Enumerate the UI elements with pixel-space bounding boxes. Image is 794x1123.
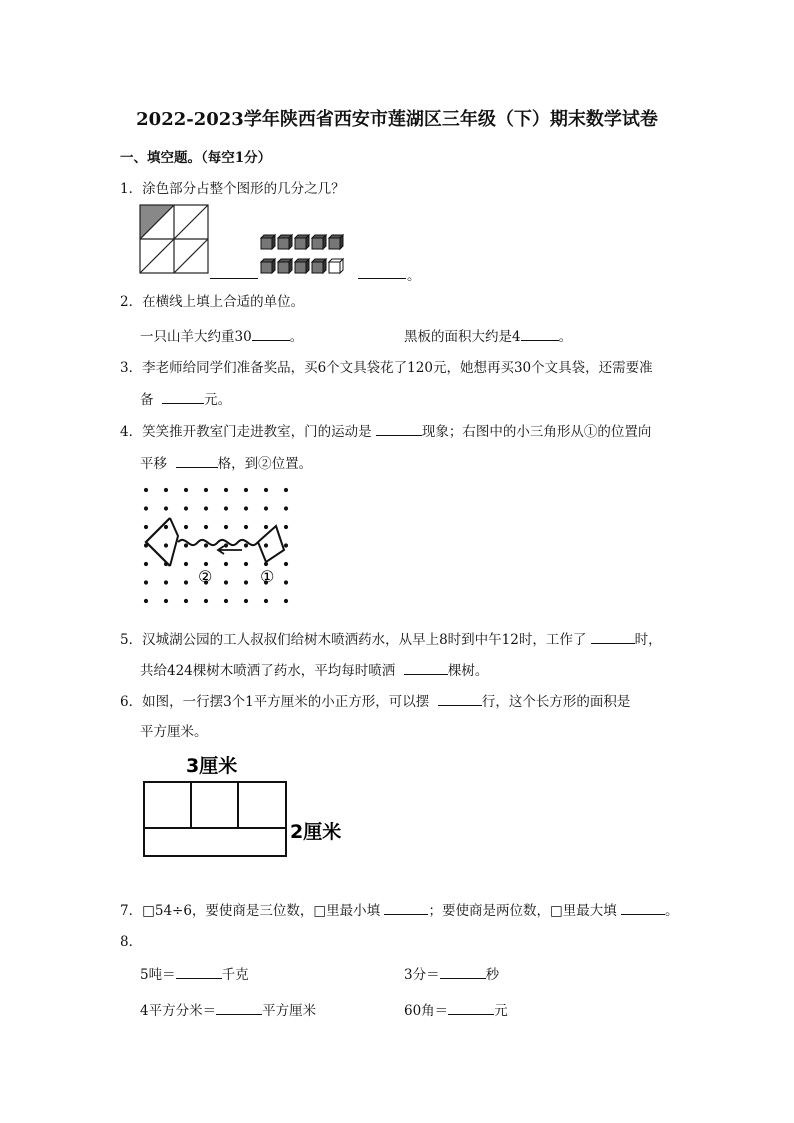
grid-dot [244,543,248,547]
grid-dot [184,599,188,603]
q2-blank-2[interactable] [521,326,559,341]
grid-dot [264,599,268,603]
grid-dot [284,506,288,510]
grid-dot [184,580,188,584]
q1-answer-blank-1[interactable] [210,264,258,279]
question-8: 8． [120,934,143,950]
q1-shaded-triangle [140,205,175,240]
grid-dot [164,525,168,529]
q7-blank-2[interactable] [621,900,665,915]
q8-blank-3[interactable] [216,1000,262,1015]
question-4: 4．笑笑推开教室门走进教室，门的运动是 现象；右图中的小三角形从①的位置向 [120,420,651,440]
grid-dot [264,543,268,547]
grid-dot [184,543,188,547]
grid-dot [284,580,288,584]
question-3: 3．李老师给同学们准备奖品，买6个文具袋花了120元，她想再买30个文具袋，还需要准 [120,360,653,376]
grid-dot [224,543,228,547]
shaded-cube-icon [312,259,326,273]
grid-dot [284,525,288,529]
q1-answer-blank-2[interactable] [358,264,406,279]
q5-blank-1[interactable] [591,629,635,644]
q1-end: 。 [407,268,421,284]
shaded-cube-icon [312,235,326,249]
grid-dot [224,599,228,603]
question-5: 5．汉城湖公园的工人叔叔们给树木喷洒药水，从早上8时到中午12时，工作了 时， [120,628,662,648]
page-title: 2022-2023学年陕西省西安市莲湖区三年级（下）期末数学试卷 [136,109,658,130]
q5-blank-2[interactable] [404,660,448,675]
grid-dot [284,599,288,603]
shaded-cube-icon [261,235,275,249]
grid-dot [244,506,248,510]
q4-dot-grid-figure [146,490,296,610]
q4-blank-2[interactable] [176,453,218,468]
grid-dot [164,506,168,510]
shaded-cube-icon [261,259,275,273]
q1-cubes-figure [261,235,361,275]
grid-dot [244,599,248,603]
q1-grid-figure [140,205,210,275]
grid-dot [284,543,288,547]
q4-position-2-label: ② [198,567,213,586]
question-1: 1．涂色部分占整个图形的几分之几？ [120,181,345,197]
q8-item-3: 4平方分米＝ 平方厘米 [140,999,316,1019]
grid-dot [224,580,228,584]
question-2: 2．在横线上填上合适的单位。 [120,294,305,310]
grid-dot [284,562,288,566]
q4-blank-1[interactable] [376,421,422,436]
shaded-cube-icon [329,235,343,249]
grid-dot [184,562,188,566]
grid-dot [144,599,148,603]
q8-blank-2[interactable] [440,964,486,979]
q8-item-2: 3分＝ 秒 [404,963,499,983]
grid-dot [244,525,248,529]
empty-cube-icon [329,259,343,273]
shaded-cube-icon [295,235,309,249]
grid-dot [184,525,188,529]
grid-dot [224,488,228,492]
grid-dot [204,525,208,529]
q6-height-label: 2厘米 [290,821,342,843]
grid-dot [204,488,208,492]
q3-line2: 备 元。 [140,388,231,408]
grid-dot [204,599,208,603]
grid-dot [204,543,208,547]
grid-dot [184,488,188,492]
grid-dot [264,488,268,492]
grid-dot [144,506,148,510]
q8-item-4: 60角＝ 元 [404,999,508,1019]
section-heading: 一、填空题。（每空1分） [120,150,272,166]
question-6: 6．如图，一行摆3个1平方厘米的小正方形，可以摆 行，这个长方形的面积是 [120,690,630,710]
q5-line2: 共给424棵树木喷洒了药水，平均每时喷洒 棵树。 [140,659,488,679]
shaded-cube-icon [278,235,292,249]
q2-blank-1[interactable] [252,326,290,341]
grid-dot [144,580,148,584]
q6-line2: 平方厘米。 [140,724,208,740]
grid-dot [164,543,168,547]
q2-left: 一只山羊大约重30 。 [140,325,303,345]
q8-blank-1[interactable] [176,964,222,979]
q2-right: 黑板的面积大约是4 。 [404,325,572,345]
grid-dot [244,562,248,566]
grid-dot [164,599,168,603]
q6-width-label: 3厘米 [186,755,238,777]
grid-dot [204,562,208,566]
question-7: 7．□54÷6，要使商是三位数，□里最小填 ；要使商是两位数，□里最大填 。 [120,899,679,919]
grid-dot [184,506,188,510]
grid-dot [164,488,168,492]
grid-dot [264,506,268,510]
grid-dot [144,488,148,492]
grid-dot [144,562,148,566]
q8-blank-4[interactable] [448,1000,494,1015]
q4-line2: 平移 格，到②位置。 [140,452,312,472]
q6-blank[interactable] [438,691,482,706]
grid-dot [204,506,208,510]
shaded-cube-icon [278,259,292,273]
grid-dot [284,488,288,492]
shaded-cube-icon [295,259,309,273]
grid-dot [264,525,268,529]
grid-dot [244,488,248,492]
q7-blank-1[interactable] [384,900,428,915]
q4-position-1-label: ① [260,567,275,586]
grid-dot [244,580,248,584]
q8-item-1: 5吨＝ 千克 [140,963,249,983]
q6-rectangle-figure [140,750,360,860]
grid-dot [224,525,228,529]
grid-dot [144,525,148,529]
grid-dot [224,506,228,510]
grid-dot [164,580,168,584]
q3-blank[interactable] [162,389,204,404]
grid-dot [224,562,228,566]
